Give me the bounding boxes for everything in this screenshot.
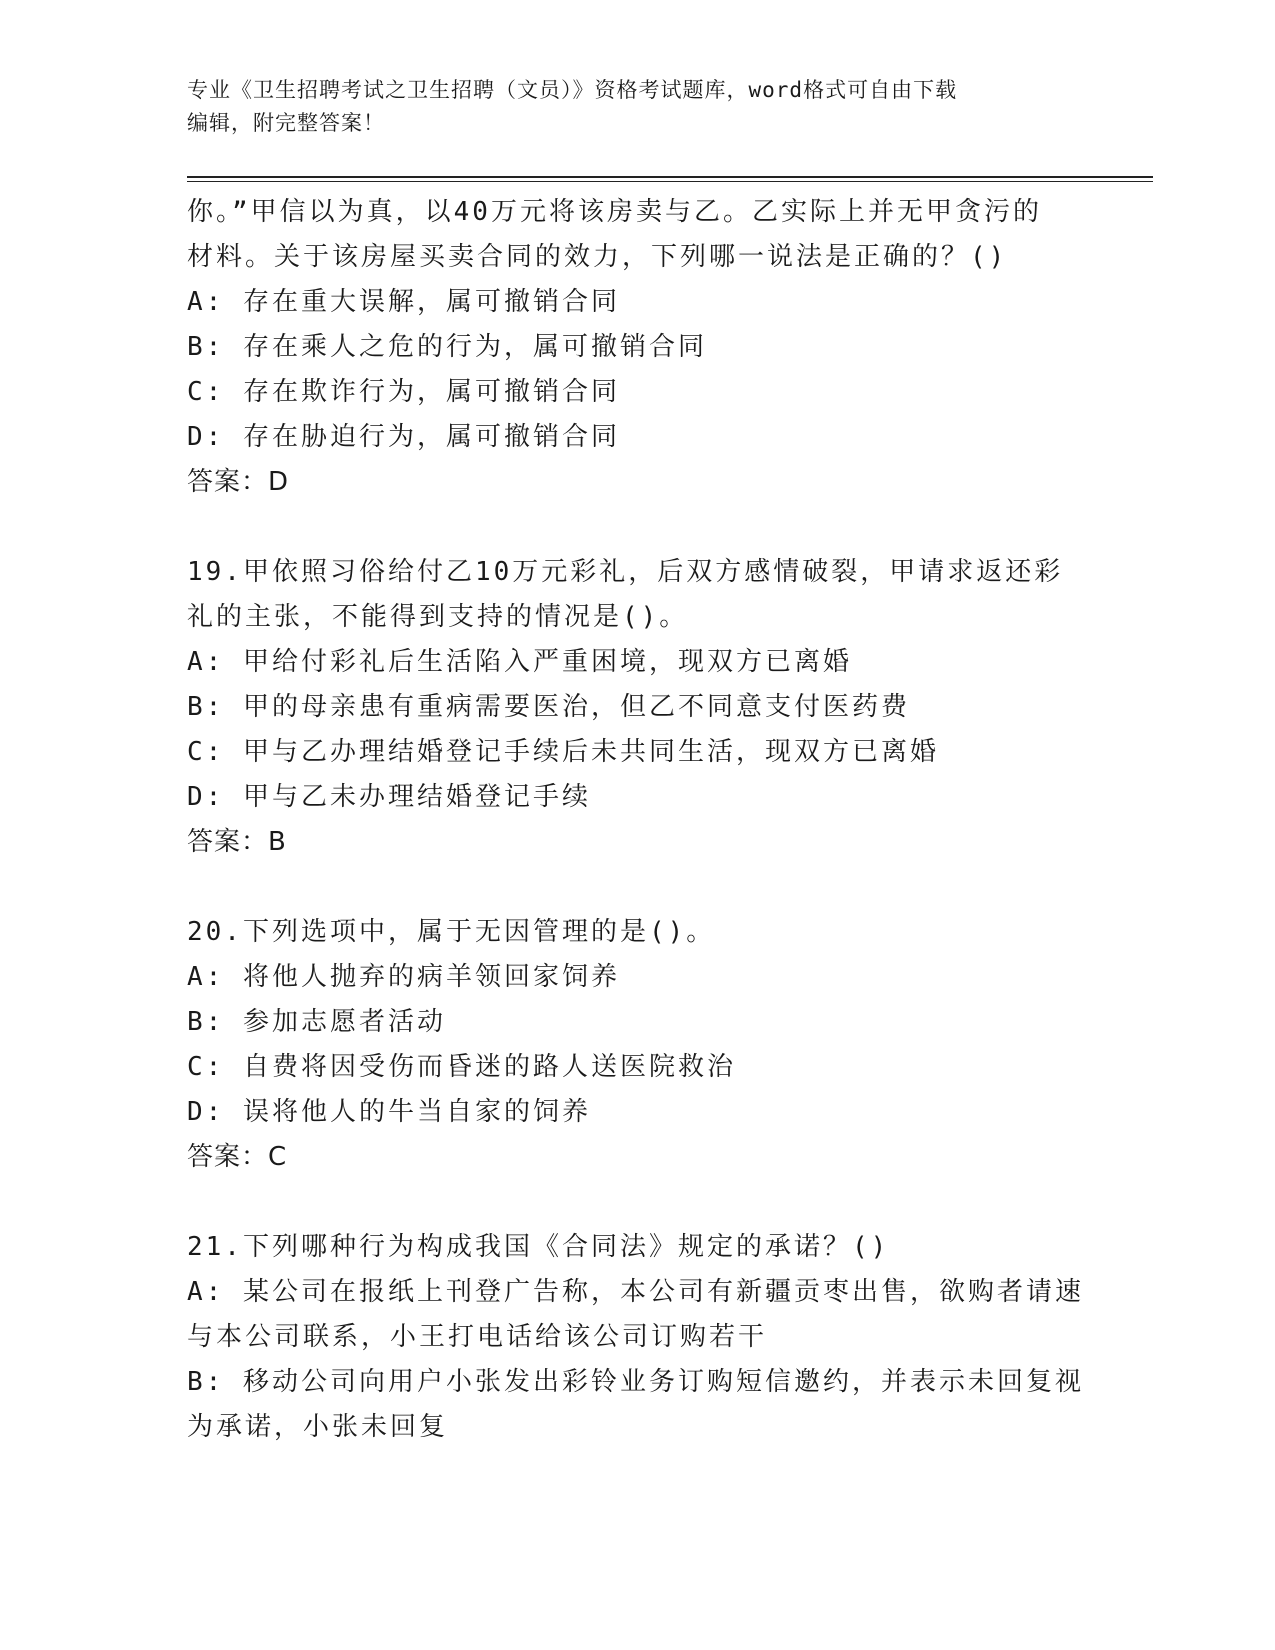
option-b: B: 参加志愿者活动	[187, 1007, 446, 1037]
option-c: C: 自费将因受伤而昏迷的路人送医院救治	[187, 1052, 736, 1082]
document-header	[187, 74, 1087, 140]
header-line-2: 编辑，附完整答案！	[187, 111, 385, 135]
header-line-1: 专业《卫生招聘考试之卫生招聘（文员）》资格考试题库，word格式可自由下载	[187, 78, 958, 102]
option-a: A: 某公司在报纸上刊登广告称，本公司有新疆贡枣出售，欲购者请速	[187, 1277, 1084, 1307]
question-stem-line: 你。”甲信以为真，以40万元将该房卖与乙。乙实际上并无甲贪污的	[187, 197, 1042, 227]
question-spacer	[187, 865, 1087, 910]
question-stem-line: 材料。关于该房屋买卖合同的效力，下列哪一说法是正确的？()	[187, 242, 1008, 272]
question-20	[187, 910, 1087, 1180]
question-stem-line: 20.下列选项中，属于无因管理的是()。	[187, 917, 716, 947]
document-body	[187, 190, 1087, 1450]
option-a: A: 存在重大误解，属可撤销合同	[187, 287, 620, 317]
header-divider-thin	[187, 181, 1153, 182]
question-stem-line: 礼的主张，不能得到支持的情况是()。	[187, 602, 689, 632]
question-spacer	[187, 505, 1087, 550]
option-b: B: 移动公司向用户小张发出彩铃业务订购短信邀约，并表示未回复视	[187, 1367, 1084, 1397]
option-b-continued: 为承诺，小张未回复	[187, 1412, 449, 1442]
option-d: D: 甲与乙未办理结婚登记手续	[187, 782, 591, 812]
answer-line: 答案：B	[187, 827, 287, 857]
answer-line: 答案：D	[187, 467, 290, 497]
option-c: C: 存在欺诈行为，属可撤销合同	[187, 377, 620, 407]
header-divider-thick	[187, 176, 1153, 178]
option-d: D: 误将他人的牛当自家的饲养	[187, 1097, 591, 1127]
answer-line: 答案：C	[187, 1142, 288, 1172]
question-stem-line: 21.下列哪种行为构成我国《合同法》规定的承诺？()	[187, 1232, 890, 1262]
option-d: D: 存在胁迫行为，属可撤销合同	[187, 422, 620, 452]
option-b: B: 存在乘人之危的行为，属可撤销合同	[187, 332, 707, 362]
option-a-continued: 与本公司联系，小王打电话给该公司订购若干	[187, 1322, 768, 1352]
question-stem-line: 19.甲依照习俗给付乙10万元彩礼，后双方感情破裂，甲请求返还彩	[187, 557, 1064, 587]
question-19	[187, 550, 1087, 865]
option-b: B: 甲的母亲患有重病需要医治，但乙不同意支付医药费	[187, 692, 910, 722]
option-a: A: 甲给付彩礼后生活陷入严重困境，现双方已离婚	[187, 647, 852, 677]
question-21	[187, 1225, 1087, 1450]
option-a: A: 将他人抛弃的病羊领回家饲养	[187, 962, 620, 992]
question-18-continued	[187, 190, 1087, 505]
option-c: C: 甲与乙办理结婚登记手续后未共同生活，现双方已离婚	[187, 737, 939, 767]
question-spacer	[187, 1180, 1087, 1225]
